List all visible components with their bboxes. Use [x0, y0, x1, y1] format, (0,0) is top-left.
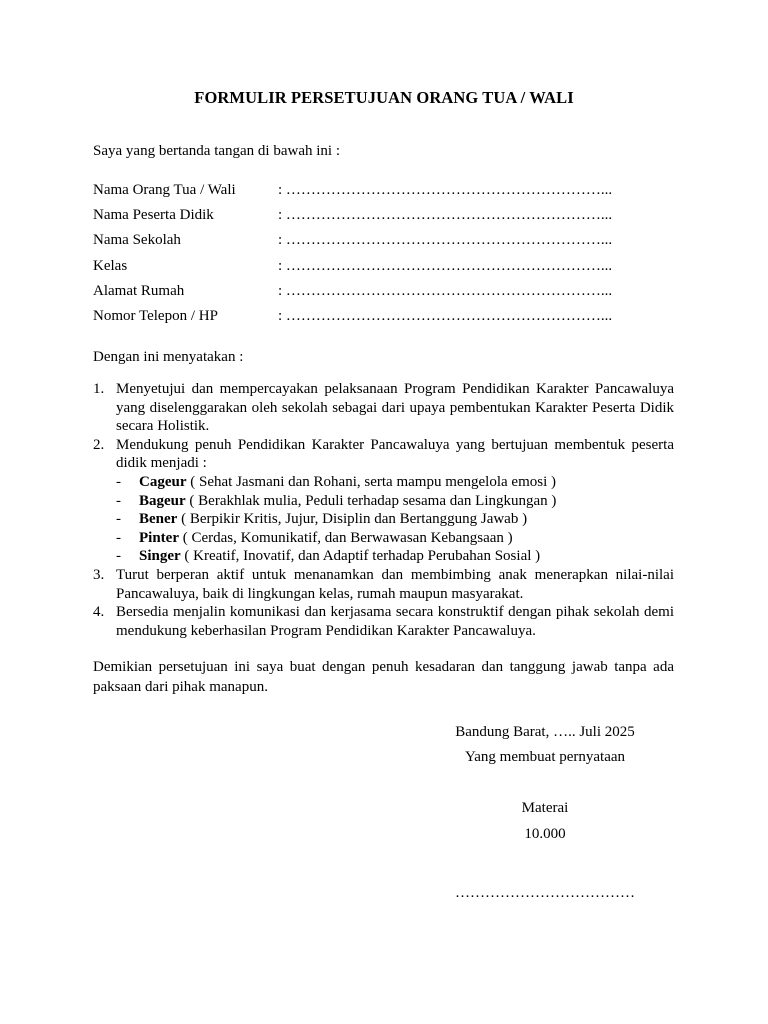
value-name: Pinter — [139, 529, 179, 546]
field-blank: : ………………………………………………………... — [278, 207, 613, 224]
field-blank: : ………………………………………………………... — [278, 182, 613, 198]
field-blank: : ………………………………………………………... — [278, 232, 613, 249]
item-text: Bersedia menjalin komunikasi dan kerjasama secara konstruktif dengan pihak sekolah demi mendukung keberhasilan Program Pendidikan Karakter Pancawaluya. — [116, 604, 674, 639]
item-number: 2. — [93, 436, 105, 453]
declaration-intro: Dengan ini menyatakan : — [93, 349, 244, 365]
field-blank: : ………………………………………………………... — [278, 282, 613, 299]
item-text: Turut berperan aktif untuk menanamkan dan membimbing anak menerapkan nilai-nilai Pancawaluya, baik di lingkungan kelas, rumah maupun masyarakat. — [116, 566, 674, 602]
value-item-pinter — [116, 529, 674, 548]
item-text: Mendukung penuh Pendidikan Karakter Pancawaluya yang bertujuan membentuk peserta didik menjadi : — [116, 436, 674, 472]
value-desc: ( Berpikir Kritis, Jujur, Disiplin dan Bertanggung Jawab ) — [177, 511, 528, 528]
item-number: 1. — [93, 381, 105, 397]
list-item — [93, 566, 674, 603]
value-item-bageur — [116, 492, 674, 511]
value-name: Bener — [139, 511, 178, 528]
value-name: Bageur — [139, 492, 186, 509]
statement-list — [93, 380, 674, 640]
field-label: Nomor Telepon / HP — [93, 307, 218, 324]
value-item-bener — [116, 510, 674, 529]
field-label: Alamat Rumah — [93, 282, 185, 299]
item-text: Menyetujui dan mempercayakan pelaksanaan Program Pendidikan Karakter Pancawaluya yang diselenggarakan oleh sekolah sebagai dari upaya pembentukan Karakter Peserta Didik secara Holistik. — [116, 381, 674, 435]
value-desc: ( Sehat Jasmani dan Rohani, serta mampu mengelola emosi ) — [186, 473, 556, 490]
field-blank: : ………………………………………………………... — [278, 257, 613, 274]
field-label: Nama Orang Tua / Wali — [93, 182, 236, 198]
closing-paragraph: Demikian persetujuan ini saya buat dengan penuh kesadaran dan tanggung jawab tanpa ada paksaan dari pihak manapun. — [93, 659, 674, 695]
signature-line: ……………………………… — [455, 885, 635, 901]
page-title: FORMULIR PERSETUJUAN ORANG TUA / WALI — [194, 88, 574, 107]
value-name: Singer — [139, 548, 181, 565]
intro-text: Saya yang bertanda tangan di bawah ini : — [93, 143, 341, 159]
list-item — [93, 603, 674, 640]
value-item-cageur — [116, 473, 674, 492]
dash: - — [116, 492, 121, 509]
field-blank: : ………………………………………………………... — [278, 307, 613, 324]
field-label: Kelas — [93, 257, 128, 274]
item-number: 4. — [93, 604, 105, 621]
stamp-label: Materai — [521, 800, 569, 816]
value-item-singer — [116, 547, 674, 566]
stamp-value: 10.000 — [524, 826, 566, 842]
dash: - — [116, 511, 121, 528]
field-label: Nama Peserta Didik — [93, 207, 214, 224]
value-desc: ( Kreatif, Inovatif, dan Adaptif terhadap Perubahan Sosial ) — [180, 548, 541, 565]
dash: - — [116, 473, 121, 490]
list-item — [93, 436, 674, 566]
value-desc: ( Cerdas, Komunikatif, dan Berwawasan Kebangsaan ) — [178, 529, 513, 546]
list-item — [93, 380, 674, 436]
dash: - — [116, 548, 121, 565]
item-number: 3. — [93, 566, 105, 583]
value-desc: ( Berakhlak mulia, Peduli terhadap sesama dan Lingkungan ) — [185, 492, 557, 509]
field-label: Nama Sekolah — [93, 232, 181, 249]
dash: - — [116, 529, 121, 546]
place-date: Bandung Barat, ….. Juli 2025 — [455, 724, 635, 740]
value-name: Cageur — [139, 473, 187, 490]
signer-caption: Yang membuat pernyataan — [464, 749, 626, 765]
